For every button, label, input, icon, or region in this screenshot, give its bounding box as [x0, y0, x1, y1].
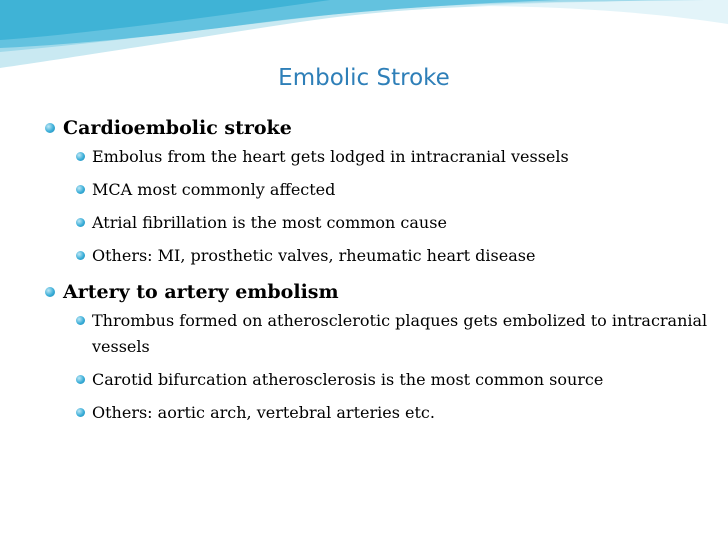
sub-bullet-text: Carotid bifurcation atherosclerosis is the most common source	[92, 370, 604, 389]
slide-content	[0, 112, 728, 433]
bullet-dot-icon	[76, 185, 85, 194]
bullet-artery-to-artery-embolism	[0, 276, 728, 308]
sub-bullet-text: Thrombus formed on atherosclerotic plaques gets embolized to intracranial vessels	[92, 311, 708, 356]
sub-bullet-text: Others: MI, prosthetic valves, rheumatic heart disease	[92, 246, 536, 265]
slide-title: Embolic Stroke	[278, 65, 450, 91]
bullet-cardioembolic-stroke	[0, 112, 728, 144]
sub-bullet	[0, 177, 728, 203]
sub-bullet	[0, 367, 728, 393]
sub-bullet	[0, 144, 728, 170]
bullet-dot-icon	[76, 316, 85, 325]
bullet-dot-icon	[76, 218, 85, 227]
sub-bullet	[0, 243, 728, 269]
bullet-dot-icon	[76, 408, 85, 417]
bullet-dot-icon	[76, 152, 85, 161]
bullet-text: Cardioembolic stroke	[63, 117, 292, 139]
bullet-text: Artery to artery embolism	[63, 281, 339, 303]
bullet-dot-icon	[45, 287, 55, 297]
sub-bullet-text: Others: aortic arch, vertebral arteries etc.	[92, 403, 435, 422]
bullet-dot-icon	[76, 375, 85, 384]
sub-bullet-text: MCA most commonly affected	[92, 180, 336, 199]
sub-bullet	[0, 210, 728, 236]
sub-bullet	[0, 308, 728, 360]
sub-bullet-text: Atrial fibrillation is the most common cause	[92, 213, 447, 232]
sub-bullet-text: Embolus from the heart gets lodged in intracranial vessels	[92, 147, 569, 166]
bullet-dot-icon	[76, 251, 85, 260]
sub-bullet	[0, 400, 728, 426]
bullet-dot-icon	[45, 123, 55, 133]
